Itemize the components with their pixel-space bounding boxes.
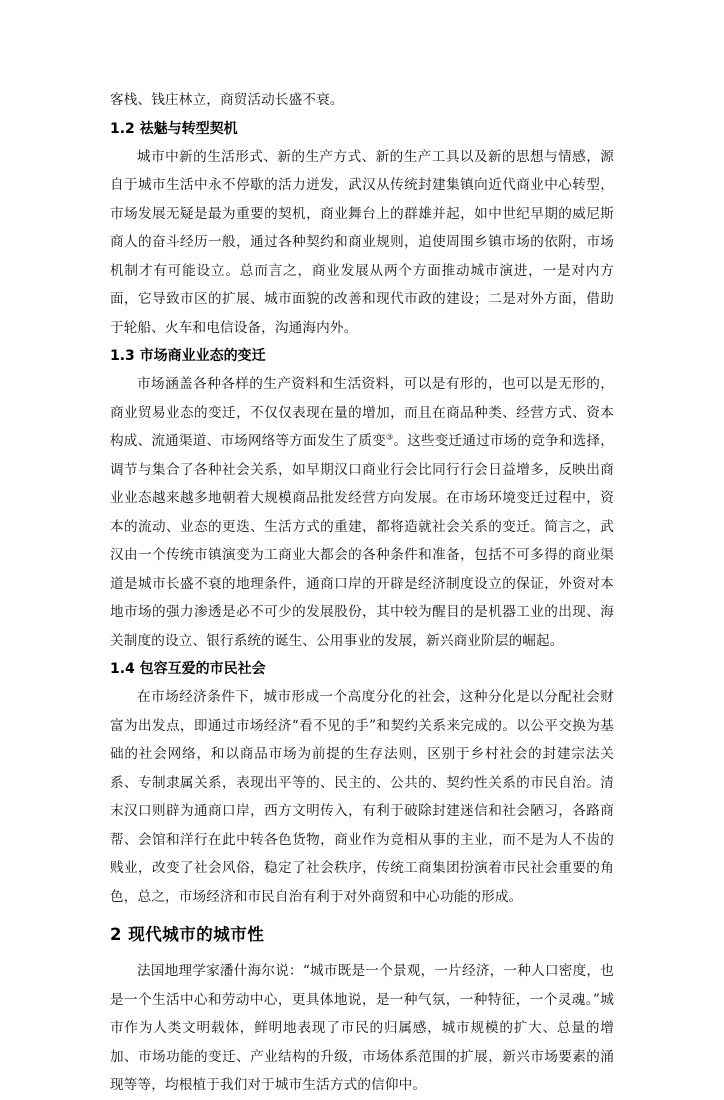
section-1-4-heading: 1.4 包容互爱的市民社会 bbox=[110, 661, 266, 677]
section-1-3-text-part-1: 市场涵盖各种各样的生产资料和生活资料，可以是有形的，也可以是无形的，商业贸易业态的变迁，不仅仅表现在量的增加，而且在商品种类、经营方式、资本构成、流通渠道、市场网络等方面发生了质变 bbox=[110, 376, 614, 449]
section-2-heading: 2 现代城市的城市性 bbox=[110, 925, 265, 944]
section-1-3-paragraph bbox=[110, 370, 614, 655]
section-1-3-text-part-2: 。这些变迁通过市场的竞争和选择，调节与集合了各种社会关系，如早期汉口商业行会比同行行会日益增多，反映出商业业态越来越多地朝着大规模商品批发经营方向发展。在市场环境变迁过程中，资本的流动、业态的更迭、生活方式的重建，都将造就社会关系的变迁。简言之，武汉由一个传统市镇演变为工商业大都会的各种条件和准备，包括不可多得的商业渠道是城市长盛不衰的地理条件，通商口岸的开辟是经济制度设立的保证，外资对本地市场的强力渗透是必不可少的发展股份，其中较为醒目的是机器工业的出现、海关制度的设立、银行系统的诞生、公用事业的发展，新兴商业阶层的崛起。 bbox=[110, 433, 614, 649]
section-1-2-paragraph: 城市中新的生活形式、新的生产方式、新的生产工具以及新的思想与情感，源自于城市生活中永不停歇的活力迸发，武汉从传统封建集镇向近代商业中心转型，市场发展无疑是最为重要的契机，商业舞台上的群雄并起，如中世纪早期的威尼斯商人的奋斗经历一般，通过各种契约和商业规则，追使周围乡镇市场的依附，市场机制才有可能设立。总而言之，商业发展从两个方面推动城市演进，一是对内方面，它导致市区的扩展、城市面貌的改善和现代市政的建设；二是对外方面，借助于轮船、火车和电信设备，沟通海内外。 bbox=[110, 148, 614, 336]
document-page bbox=[110, 86, 614, 1100]
footnote-marker: ③ bbox=[385, 432, 394, 442]
section-1-4-paragraph: 在市场经济条件下，城市形成一个高度分化的社会，这种分化是以分配社会财富为出发点，即通过市场经济“看不见的手”和契约关系来完成的。以公平交换为基础的社会网络，和以商品市场为前提的生存法则，区别于乡村社会的封建宗法关系、专制隶属关系，表现出平等的、民主的、公共的、契约性关系的市民自治。清末汉口则辟为通商口岸，西方文明传入，有利于破除封建迷信和社会陋习，各路商帮、会馆和洋行在此中转各色货物，商业作为竞相从事的主业，而不是为人不齿的贱业，改变了社会风俗，稳定了社会秩序，传统工商集团扮演着市民社会重要的角色，总之，市场经济和市民自治有利于对外商贸和中心功能的形成。 bbox=[110, 689, 614, 905]
section-2-paragraph: 法国地理学家潘什海尔说：“城市既是一个景观，一片经济，一种人口密度，也是一个生活中心和劳动中心，更具体地说，是一种气氛，一种特征，一个灵魂。”城市作为人类文明载体，鲜明地表现了市民的归属感，城市规模的扩大、总量的增加、市场功能的变迁、产业结构的升级，市场体系范围的扩展，新兴市场要素的涌现等等，均根植于我们对于城市生活方式的信仰中。 bbox=[110, 963, 614, 1093]
section-1-3-heading: 1.3 市场商业业态的变迁 bbox=[110, 348, 266, 364]
intro-paragraph: 客栈、钱庄林立，商贸活动长盛不衰。 bbox=[110, 92, 344, 108]
section-1-2-heading: 1.2 祛魅与转型契机 bbox=[110, 120, 238, 137]
